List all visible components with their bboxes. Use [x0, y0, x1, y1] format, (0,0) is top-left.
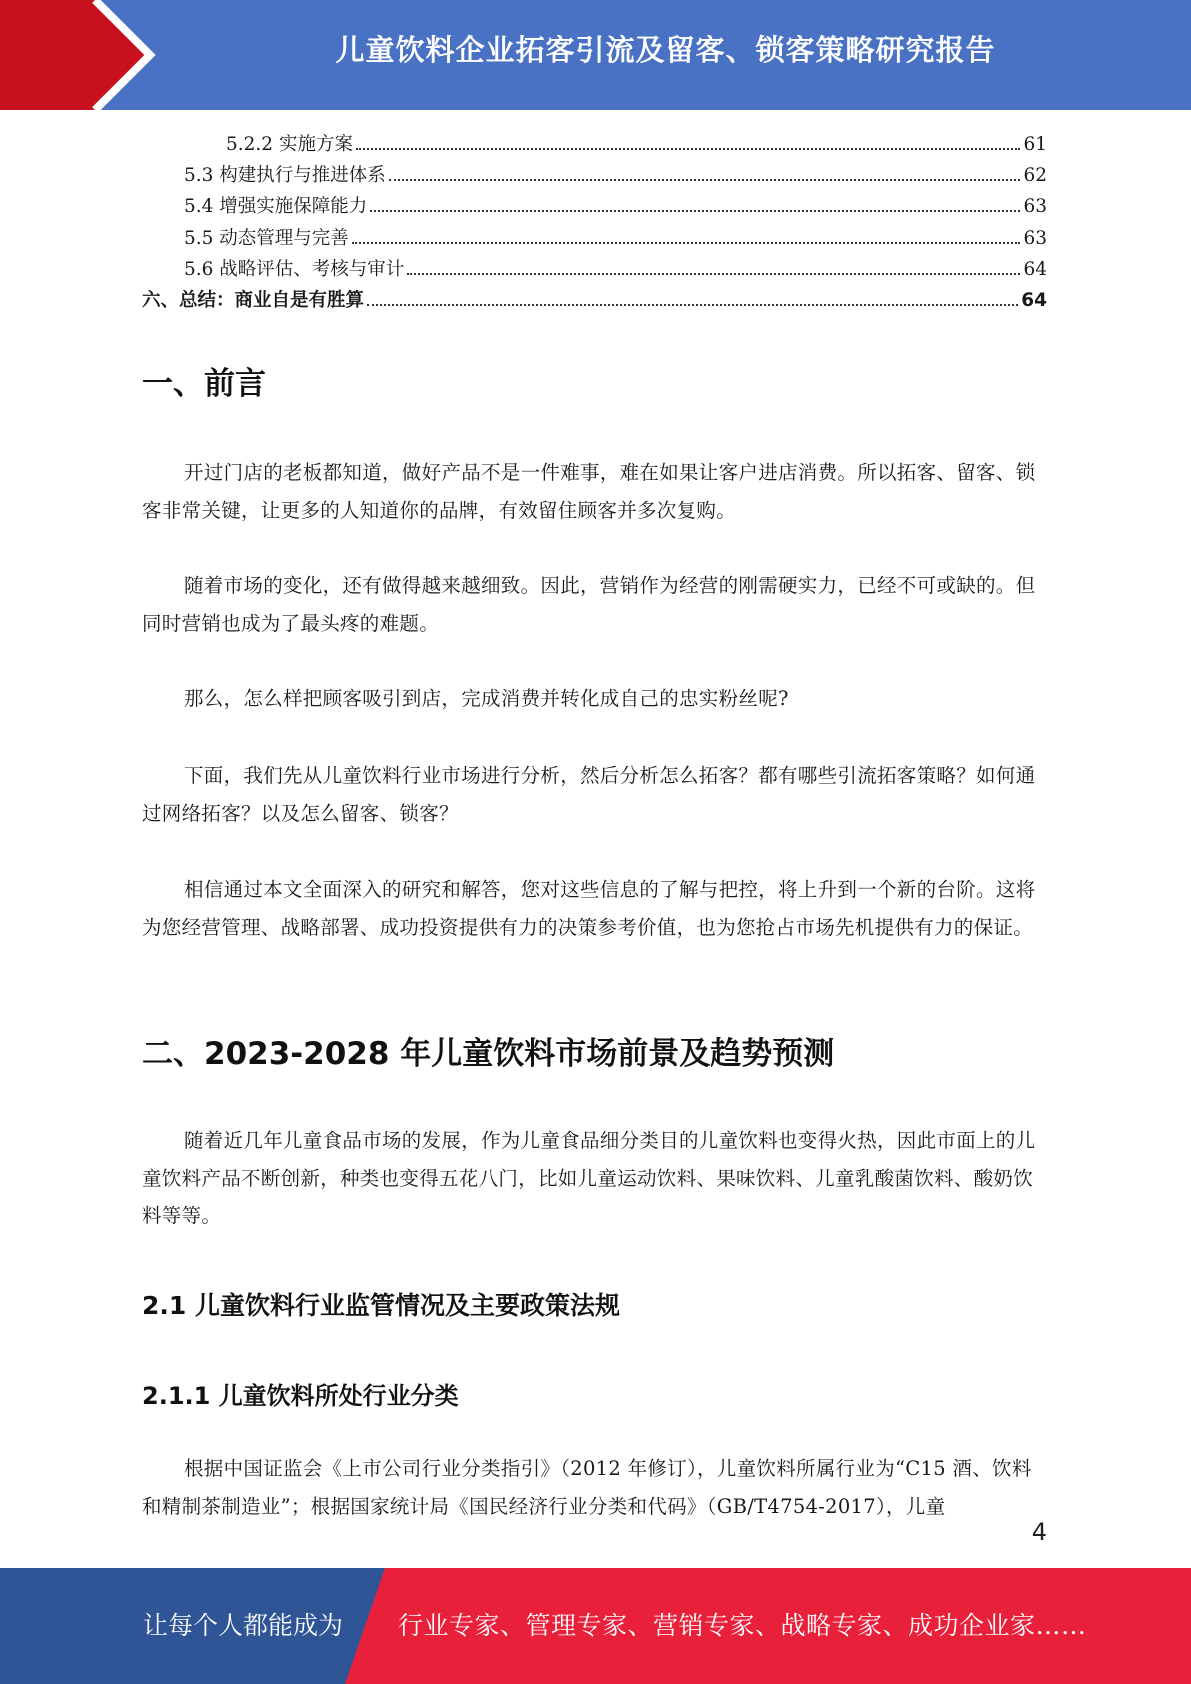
body-paragraph: 开过门店的老板都知道，做好产品不是一件难事，难在如果让客户进店消费。所以拓客、留客、锁客非常关键，让更多的人知道你的品牌，有效留住顾客并多次复购。 [142, 461, 1036, 522]
toc-entry-label: 5.3 构建执行与推进体系 [184, 165, 386, 187]
header-title: 儿童饮料企业拓客引流及留客、锁客策略研究报告 [335, 33, 996, 67]
toc-entry[interactable] [142, 130, 1047, 161]
toc-leader-dots [389, 179, 1021, 181]
toc-leader-dots [356, 148, 1021, 150]
toc-entry-page: 61 [1023, 134, 1047, 155]
section-heading-market: 二、2023-2028 年儿童饮料市场前景及趋势预测 [142, 1036, 835, 1072]
page-header [0, 0, 1191, 110]
toc-entry-label: 六、总结：商业自是有胜算 [142, 289, 365, 311]
toc-entry-page: 62 [1023, 165, 1047, 187]
body-paragraph: 相信通过本文全面深入的研究和解答，您对这些信息的了解与把控，将上升到一个新的台阶。这将为您经营管理、战略部署、成功投资提供有力的决策参考价值，也为您抢占市场先机提供有力的保证。 [142, 878, 1036, 939]
toc-leader-dots [407, 273, 1020, 275]
toc-entry-label: 5.2.2 实施方案 [226, 134, 353, 155]
toc-leader-dots [367, 304, 1018, 306]
toc-entry-label: 5.4 增强实施保障能力 [184, 196, 368, 218]
body-paragraph: 那么，怎么样把顾客吸引到店，完成消费并转化成自己的忠实粉丝呢? [184, 687, 789, 710]
footer-slogan-right: 行业专家、管理专家、营销专家、战略专家、成功企业家…… [398, 1611, 1087, 1640]
toc-entry-page: 63 [1023, 196, 1047, 218]
toc-entry[interactable] [142, 161, 1047, 192]
body-paragraph: 根据中国证监会《上市公司行业分类指引》（2012 年修订），儿童饮料所属行业为“C15 酒、饮料和精制茶制造业”；根据国家统计局《国民经济行业分类和代码》（GB/T4754-2017），儿童 [142, 1457, 1032, 1518]
toc-entry-label: 5.5 动态管理与完善 [184, 227, 349, 249]
toc-entry-page: 64 [1023, 258, 1047, 280]
subsection-heading: 2.1 儿童饮料行业监管情况及主要政策法规 [142, 1291, 620, 1320]
toc-leader-dots [352, 242, 1021, 244]
toc-entry-label: 5.6 战略评估、考核与审计 [184, 258, 405, 280]
subsubsection-heading: 2.1.1 儿童饮料所处行业分类 [142, 1382, 459, 1410]
toc-entry[interactable] [142, 192, 1047, 223]
toc-entry[interactable] [142, 255, 1047, 286]
section-heading-preface: 一、前言 [142, 366, 266, 402]
toc-entry[interactable] [142, 224, 1047, 255]
toc-entry-page: 64 [1021, 289, 1047, 311]
toc-entry[interactable] [142, 286, 1047, 317]
body-paragraph: 随着市场的变化，还有做得越来越细致。因此，营销作为经营的刚需硬实力，已经不可或缺的。但同时营销也成为了最头疼的难题。 [142, 574, 1036, 635]
toc-entry-page: 63 [1023, 227, 1047, 249]
table-of-contents [142, 130, 1047, 317]
body-paragraph: 下面，我们先从儿童饮料行业市场进行分析，然后分析怎么拓客？都有哪些引流拓客策略？如何通过网络拓客？以及怎么留客、锁客？ [142, 764, 1036, 825]
page-footer [0, 1568, 1191, 1684]
page-number: 4 [1031, 1518, 1047, 1546]
footer-slogan-left: 让每个人都能成为 [143, 1611, 344, 1640]
toc-leader-dots [370, 210, 1020, 212]
body-paragraph: 随着近几年儿童食品市场的发展，作为儿童食品细分类目的儿童饮料也变得火热，因此市面上的儿童饮料产品不断创新，种类也变得五花八门，比如儿童运动饮料、果味饮料、儿童乳酸菌饮料、酸奶饮料等等。 [142, 1129, 1036, 1227]
